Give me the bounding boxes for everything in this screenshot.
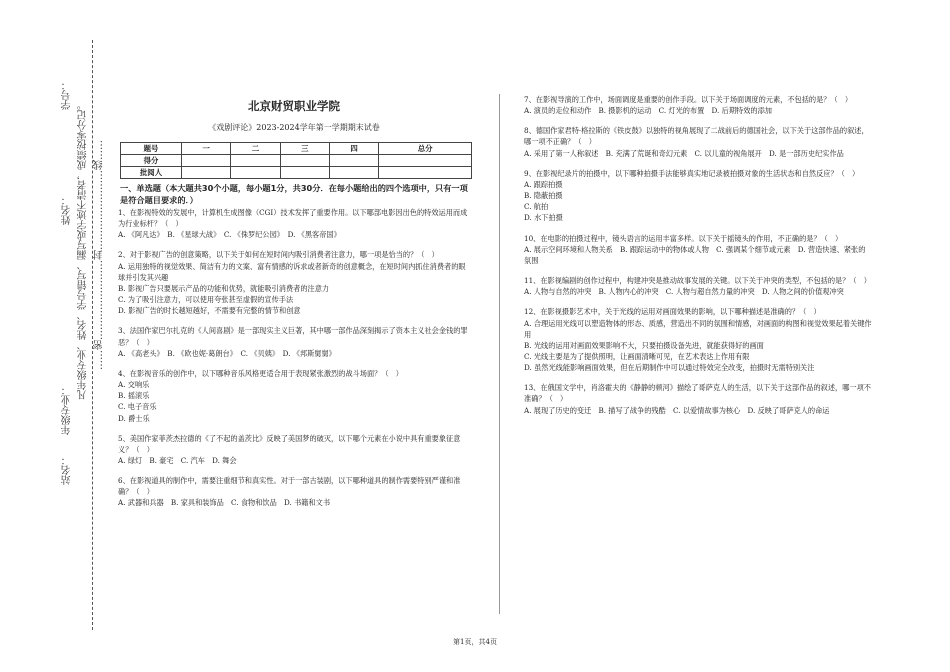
question-item [118, 325, 470, 358]
question-stem: 1、在影视特效的发展中，计算机生成图像（CGI）技术发挥了重要作用。以下哪部电影因出色的特效运用而成为行业标杆？（ ） [118, 208, 468, 229]
question-option: A. 交响乐 [118, 380, 150, 390]
score-blank-cell [379, 155, 472, 167]
score-cell: 题号 [121, 143, 182, 155]
binding-margin [0, 0, 110, 672]
section-heading: 一、单选题（本大题共30个小题，每小题1分，共30分．在每小题给出的四个选项中，只有一项是符合题目要求的．） [120, 183, 468, 205]
question-item [524, 306, 872, 373]
score-blank-cell [379, 167, 472, 179]
question-option: C. 航拍 [524, 202, 549, 212]
question-stem: 11、在影视编剧的创作过程中，构建冲突是推动故事发展的关键。以下关于冲突的类型，不包括的是？（ ） [524, 276, 871, 286]
question-option: A. 绿灯 B. 豪宅 C. 汽车 D. 舞会 [118, 455, 237, 465]
name-label: 姓名： [62, 195, 73, 225]
score-blank-cell [182, 155, 231, 167]
question-stem: 12、在影视摄影艺术中，关于光线的运用对画面效果的影响，以下哪种描述是准确的？（ ） [524, 307, 821, 317]
question-item [524, 168, 872, 224]
question-option: D. 虽然光线能影响画面效果，但在后期制作中可以通过特效完全改变，拍摄时无需特别关注 [524, 363, 815, 373]
question-option: A. 采用了第一人称叙述 B. 充满了荒诞和奇幻元素 C. 以儿童的视角展开 D. 是一部历史纪实作品 [524, 148, 844, 158]
question-item [524, 382, 872, 415]
seal-line-text: ……密……………………封……………………线…… [94, 140, 105, 370]
score-table-row [121, 155, 472, 167]
question-stem: 10、在电影的拍摄过程中，镜头语言的运用丰富多样。以下关于摇镜头的作用，不正确的是？（ ） [524, 233, 843, 243]
question-stem: 9、在影视纪录片的拍摄中，以下哪种拍摄手法能够真实地记录被拍摄对象的生活状态和自然反应？（ ） [524, 168, 860, 178]
question-option: C. 光线主要是为了提供照明，让画面清晰可见，在艺术表达上作用有限 [524, 351, 750, 361]
question-option: A. 《阿凡达》 B. 《星球大战》 C. 《侏罗纪公园》 D. 《黑客帝国》 [118, 230, 341, 240]
question-option: D. 影视广告的时长越短越好，不需要有完整的情节和创意 [118, 306, 301, 316]
score-cell: 一 [182, 143, 231, 155]
major-label: 年级专业： [62, 385, 73, 435]
question-option: B. 隐蔽拍摄 [524, 191, 563, 201]
score-cell: 二 [231, 143, 280, 155]
score-blank-cell [231, 155, 280, 167]
grader-table-row [121, 167, 472, 179]
score-blank-cell [280, 155, 329, 167]
question-option: C. 电子音乐 [118, 402, 157, 412]
question-option: D. 爵士乐 [118, 413, 150, 423]
question-option: A. 跟踪拍摄 [524, 179, 563, 189]
school-title: 北京财贸职业学院 [248, 99, 340, 113]
score-cell: 四 [329, 143, 378, 155]
question-option: A. 展示空间环境和人物关系 B. 跟踪运动中的物体或人物 C. 强调某个细节或元素 D. 营造快速、紧张的氛围 [524, 244, 866, 265]
score-blank-cell [182, 167, 231, 179]
question-item [118, 207, 470, 240]
question-option: D. 水下拍摄 [524, 213, 563, 223]
question-item [524, 125, 872, 158]
exam-title: 《戏剧评论》2023-2024学年第一学期期末试卷 [208, 123, 380, 132]
question-stem: 4、在影视音乐的创作中，以下哪种音乐风格更适合用于表现紧张激烈的战斗场面？（ ） [118, 368, 403, 378]
score-table-header-row [121, 143, 472, 155]
site-label: 站名： [62, 455, 73, 485]
score-row-label: 得分 [121, 155, 182, 167]
question-option: A. 合理运用光线可以塑造物体的形态、质感，营造出不同的氛围和情感，对画面的构图和视觉效果起着关键作用 [524, 318, 872, 339]
score-cell: 三 [280, 143, 329, 155]
question-item [118, 475, 470, 508]
question-option: A. 展现了历史的变迁 B. 描写了战争的残酷 C. 以爱情故事为核心 D. 反映了哥萨克人的命运 [524, 405, 830, 415]
grader-row-label: 批阅人 [121, 167, 182, 179]
question-option: C. 为了吸引注意力，可以使用夸张甚至虚假的宣传手法 [118, 295, 294, 305]
question-option: A. 《高老头》 B. 《欧也妮·葛朗台》 C. 《贝姨》 D. 《邦斯舅舅》 [118, 348, 336, 358]
question-option: A. 运用独特的视觉效果、简洁有力的文案、富有情感的诉求或者新奇的创意概念，在短时间内抓住消费者的眼球并引发其兴趣 [118, 261, 466, 282]
question-option: A. 演员的走位和动作 B. 摄影机的运动 C. 灯光的布置 D. 后期特效的添加 [524, 106, 772, 116]
question-item [118, 433, 470, 466]
seal-dash-line [92, 40, 93, 630]
question-stem: 5、美国作家菲茨杰拉德的《了不起的盖茨比》反映了美国梦的破灭，以下哪个元素在小说中具有重要象征意义？（ ） [118, 433, 461, 454]
question-option: A. 武器和兵器 B. 家具和装饰品 C. 食物和饮品 D. 书籍和文书 [118, 498, 331, 508]
score-table [120, 142, 472, 179]
column-divider [499, 94, 500, 614]
question-stem: 13、在俄国文学中，肖洛霍夫的《静静的顿河》描绘了哥萨克人的生活，以下关于这部作品的叙述，哪一项不准确？（ ） [524, 383, 871, 404]
question-item [118, 249, 470, 316]
question-item [524, 233, 872, 266]
score-blank-cell [329, 167, 378, 179]
student-id-label: 学号： [62, 80, 73, 110]
score-blank-cell [280, 167, 329, 179]
question-option: A. 人物与自然的冲突 B. 人物内心的冲突 C. 人物与超自然力量的冲突 D. 人物之间的价值观冲突 [524, 287, 844, 297]
question-option: B. 光线的运用对画面效果影响不大，只要拍摄设备先进，就能获得好的画面 [524, 340, 764, 350]
question-stem: 3、法国作家巴尔扎克的《人间喜剧》是一部现实主义巨著，其中哪一部作品深刻揭示了资本主义社会金钱的罪恶？（ ） [118, 326, 468, 347]
left-question-column [118, 207, 470, 518]
question-stem: 2、对于影视广告的创意策略，以下关于如何在短时间内吸引消费者注意力，哪一项是恰当的？（ ） [118, 250, 439, 260]
score-blank-cell [231, 167, 280, 179]
score-cell: 总分 [379, 143, 472, 155]
notice-text: 凡年级专业、姓名、学号错写、漏写或字迹不清者，成绩按零分记。 [78, 100, 89, 400]
question-stem: 8、德国作家君特·格拉斯的《铁皮鼓》以独特的视角展现了二战前后的德国社会，以下关于这部作品的叙述，哪一项不正确？（ ） [524, 126, 869, 147]
question-item [524, 275, 872, 297]
question-stem: 6、在影视道具的制作中，需要注重细节和真实性。对于一部古装剧，以下哪种道具的制作需要特别严谨和准确？（ ） [118, 476, 461, 497]
question-item [118, 368, 470, 424]
right-question-column [524, 94, 872, 425]
question-stem: 7、在影视导演的工作中，场面调度是重要的创作手段。以下关于场面调度的元素，不包括的是？（ ） [524, 95, 853, 104]
page-footer: 第1页，共4页 [453, 638, 497, 646]
question-item [524, 94, 872, 116]
score-blank-cell [329, 155, 378, 167]
question-option: B. 影视广告只要展示产品的功能和优势，就能吸引消费者的注意力 [118, 283, 330, 293]
question-option: B. 摇滚乐 [118, 391, 150, 401]
